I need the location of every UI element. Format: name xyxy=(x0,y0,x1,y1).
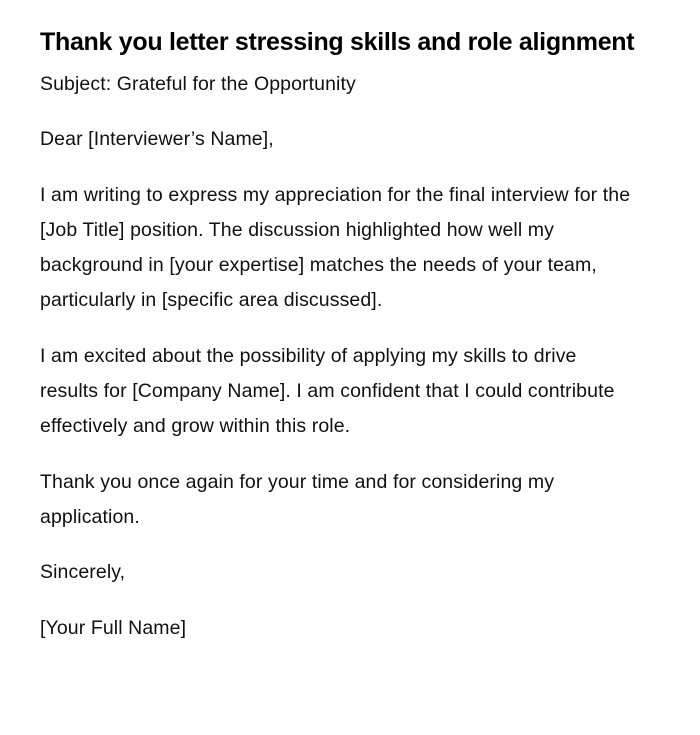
document-title: Thank you letter stressing skills and role alignment xyxy=(40,28,635,56)
signature: [Your Full Name] xyxy=(40,616,187,639)
subject-line: Subject: Grateful for the Opportunity xyxy=(40,73,356,95)
body-paragraph-2: I am excited about the possibility of applying my skills to drive results for [Company Name]. I am confident that I could contribute effectively and grow within this role. xyxy=(40,344,615,438)
body-paragraph-3: Thank you once again for your time and for considering my application. xyxy=(40,470,555,528)
salutation: Dear [Interviewer’s Name], xyxy=(40,128,274,151)
closing: Sincerely, xyxy=(40,561,126,584)
body-paragraph-1: I am writing to express my appreciation for the final interview for the [Job Title] position. The discussion highlighted how well my background in [your expertise] matches the needs of your team, particularly in [specific area discussed]. xyxy=(40,183,631,312)
letter-document xyxy=(40,20,640,646)
